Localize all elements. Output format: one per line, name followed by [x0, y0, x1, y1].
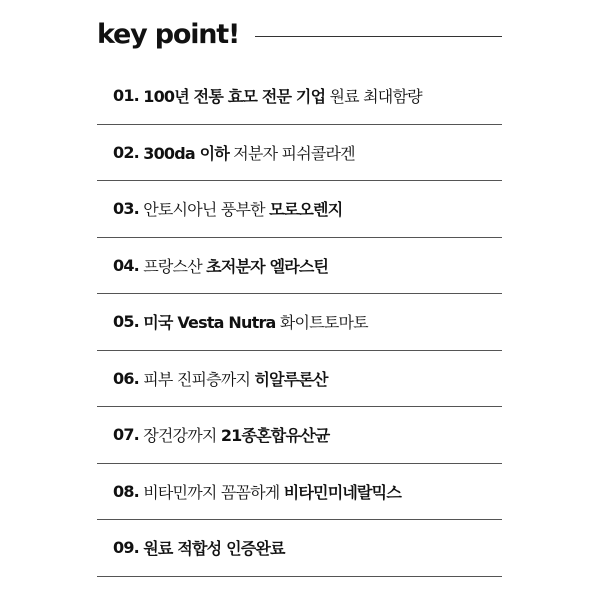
list-item: [97, 520, 502, 577]
list-item: [97, 125, 502, 182]
item-number: 07.: [113, 425, 139, 445]
key-point-list: [97, 68, 502, 577]
item-bold-text: 21종혼합유산균: [220, 426, 330, 446]
item-number: 08.: [113, 481, 139, 501]
item-number: 04.: [113, 255, 139, 275]
section-title: key point!: [97, 18, 240, 50]
item-number: 05.: [113, 312, 139, 332]
list-item: [97, 294, 502, 351]
list-item: [97, 238, 502, 295]
list-item: [97, 407, 502, 464]
list-item: [97, 68, 502, 125]
item-text: 피부 진피층까지: [143, 369, 251, 389]
item-text: 화이트토마토: [279, 313, 368, 333]
item-bold-text: 초저분자 엘라스틴: [206, 256, 329, 276]
item-bold-text: 미국 Vesta Nutra: [143, 313, 276, 333]
item-text: 비타민까지 꼼꼼하게: [143, 482, 280, 502]
item-number: 03.: [113, 199, 139, 219]
item-bold-text: 100년 전통 효모 전문 기업: [143, 87, 326, 107]
item-text: 저분자 피쉬콜라겐: [233, 143, 355, 163]
item-bold-text: 300da 이하: [143, 143, 229, 163]
item-text: 장건강까지: [143, 426, 217, 446]
list-item: [97, 351, 502, 408]
item-bold-text: 모로오렌지: [269, 200, 343, 220]
item-text: 프랑스산: [143, 256, 202, 276]
list-item: [97, 464, 502, 521]
item-text: 원료 최대함량: [329, 87, 422, 107]
list-item: [97, 181, 502, 238]
item-bold-text: 원료 적합성 인증완료: [143, 539, 285, 559]
item-text: 안토시아닌 풍부한: [143, 200, 265, 220]
item-number: 06.: [113, 368, 139, 388]
section-header: [97, 14, 502, 54]
item-number: 02.: [113, 142, 139, 162]
item-number: 09.: [113, 538, 139, 558]
item-bold-text: 비타민미네랄믹스: [283, 482, 401, 502]
item-bold-text: 히알루론산: [254, 369, 328, 389]
title-divider: [255, 36, 502, 37]
item-number: 01.: [113, 86, 139, 106]
